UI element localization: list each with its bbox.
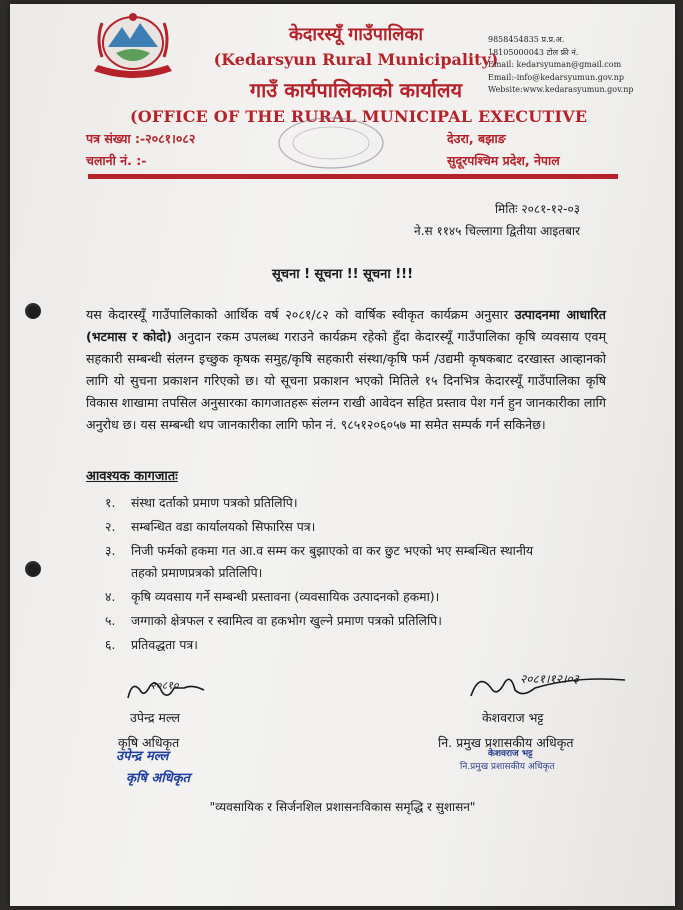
left-signatory-name: उपेन्द्र मल्ल <box>130 710 181 725</box>
requirement-number: ५. <box>105 613 116 628</box>
office-name-np: गाउँ कार्यपालिकाको कार्यालय <box>249 78 463 102</box>
left-stamp-name: उपेन्द्र मल्ल <box>116 749 169 764</box>
letter-number: पत्र संख्या :-२०८१।०८२ <box>86 131 196 146</box>
requirement-text-continued: तहको प्रमाणप्रत्रको प्रतिलिपि। <box>131 565 263 580</box>
requirement-number: ३. <box>105 543 116 558</box>
requirement-text: जग्गाको क्षेत्रफल र स्वामित्व वा हकभोग खुल्ने प्रमाण पत्रको प्रतिलिपि। <box>131 613 442 628</box>
office-stamp-icon <box>275 114 387 172</box>
contact-email-2: Email:-info@kedarsyumun.gov.np <box>488 72 625 82</box>
contact-block <box>488 34 633 97</box>
requirement-number: ६. <box>105 637 116 652</box>
body-text-c: अनुदान रकम उपलब्ध गराउने कार्यक्रम रहेको हुँदा केदारस्यूँ गाउँपालिका कृषि व्यवसाय एवम् सहकारी सम्बन्धी संलग्न इच्छुक कृषक समुह/कृषि सहकारी संस्था/कृषि फर्म /उद्यमी कृषकबाट दरखास्त आव्हानको लागि यो सुचना प्रकाशन गरिएको छ। यो सूचना प्रकाशन भएको मितिले १५ दिनभित्र केदारस्यूँ गाउँपालिका कृषि विकास शाखामा तपसिल अनुसारका कागजातहरू संलग्न राखी आवेदन सहित प्रस्ताव पेश गर्न हुन जानकारीका लागि अनुरोध छ। यस सम्बन्धी थप जानकारीका लागि फोन नं. ९८५१२०६०५७ मा समेत सम्पर्क गर्न सकिनेछ। <box>86 329 606 432</box>
contact-website: Website:www.kedarasyumun.gov.np <box>488 85 634 94</box>
requirement-number: १. <box>105 495 116 510</box>
right-signature-scribble: २०८१।१२।०३ <box>520 672 580 686</box>
body-text-a: यस केदारस्यूँ गाउँपालिकाको आर्थिक वर्ष २०८१/८२ को वार्षिक स्वीकृत कार्यक्रम अनुसार <box>86 307 515 322</box>
requirement-item <box>105 540 605 584</box>
dispatch-number: चलानी नं. :- <box>86 153 147 168</box>
office-province: सुदूरपश्चिम प्रदेश, नेपाल <box>447 153 560 168</box>
nepal-emblem-icon <box>88 9 178 81</box>
date: मितिः २०८१-१२-०३ <box>494 202 580 216</box>
nepal-sambat-date: ने.स ११४५ चिल्लागा द्वितीया आइतबार <box>414 224 580 238</box>
punch-hole-top <box>25 303 41 319</box>
municipality-name-en: (Kedarsyun Rural Municipality) <box>213 50 499 69</box>
office-name-en: (OFFICE OF THE RURAL MUNICIPAL EXECUTIVE <box>130 107 588 126</box>
notice-title: सूचना ! सूचना !! सूचना !!! <box>271 267 414 282</box>
notice-body <box>86 304 606 436</box>
requirement-text: सम्बन्धित वडा कार्यालयको सिफारिस पत्र। <box>131 519 316 534</box>
requirement-item <box>105 634 605 656</box>
left-signature-scribble: २०८१० <box>150 679 179 692</box>
requirement-item <box>105 516 605 538</box>
left-stamp-title: कृषि अधिकृत <box>126 771 191 786</box>
requirement-item <box>105 610 605 632</box>
punch-hole-bottom <box>25 561 41 577</box>
document-page <box>10 4 675 906</box>
requirement-text: निजी फर्मको हकमा गत आ.व सम्म कर बुझाएको वा कर छुट भएको भए सम्बन्धित स्थानीय <box>131 543 534 558</box>
requirement-number: २. <box>105 519 116 534</box>
right-stamp-name: केशवराज भट्ट <box>488 749 533 759</box>
footer-motto: "व्यवसायिक र सिर्जनशिल प्रशासनःविकास समृद्धि र सुशासन" <box>209 800 476 814</box>
requirement-item <box>105 492 605 514</box>
body-text-bold: उत्पादनमा आधारित (भटमास र कोदो) <box>86 307 606 344</box>
requirements-title: आवश्यक कागजातः <box>86 469 178 484</box>
requirement-item <box>105 586 605 608</box>
left-signatory-title: कृषि अधिकृत <box>118 735 180 750</box>
header-divider <box>88 174 618 179</box>
requirement-number: ४. <box>105 589 116 604</box>
requirement-text: प्रतिवद्धता पत्र। <box>131 637 198 652</box>
contact-phone: 9858454835 प्र.प्र.अ. <box>488 35 565 44</box>
municipality-name-np: केदारस्यूँ गाउँपालिका <box>288 24 423 45</box>
contact-tollfree: 18105000043 टोल फ्री नं. <box>488 47 579 57</box>
office-place: देउरा, बझाङ <box>447 131 506 146</box>
right-signatory-title: नि. प्रमुख प्रशासकीय अधिकृत <box>438 735 574 750</box>
right-signatory-name: केशवराज भट्ट <box>482 710 544 725</box>
requirement-text: कृषि व्यवसाय गर्ने सम्बन्धी प्रस्तावना (व्यवसायिक उत्पादनको हकमा)। <box>131 589 440 604</box>
contact-email-1: Email: kedarsyuman@gmail.com <box>488 60 622 69</box>
right-stamp-title: नि.प्रमुख प्रशासकीय अधिकृत <box>460 762 555 772</box>
requirement-text: संस्था दर्ताको प्रमाण पत्रको प्रतिलिपि। <box>131 495 298 510</box>
